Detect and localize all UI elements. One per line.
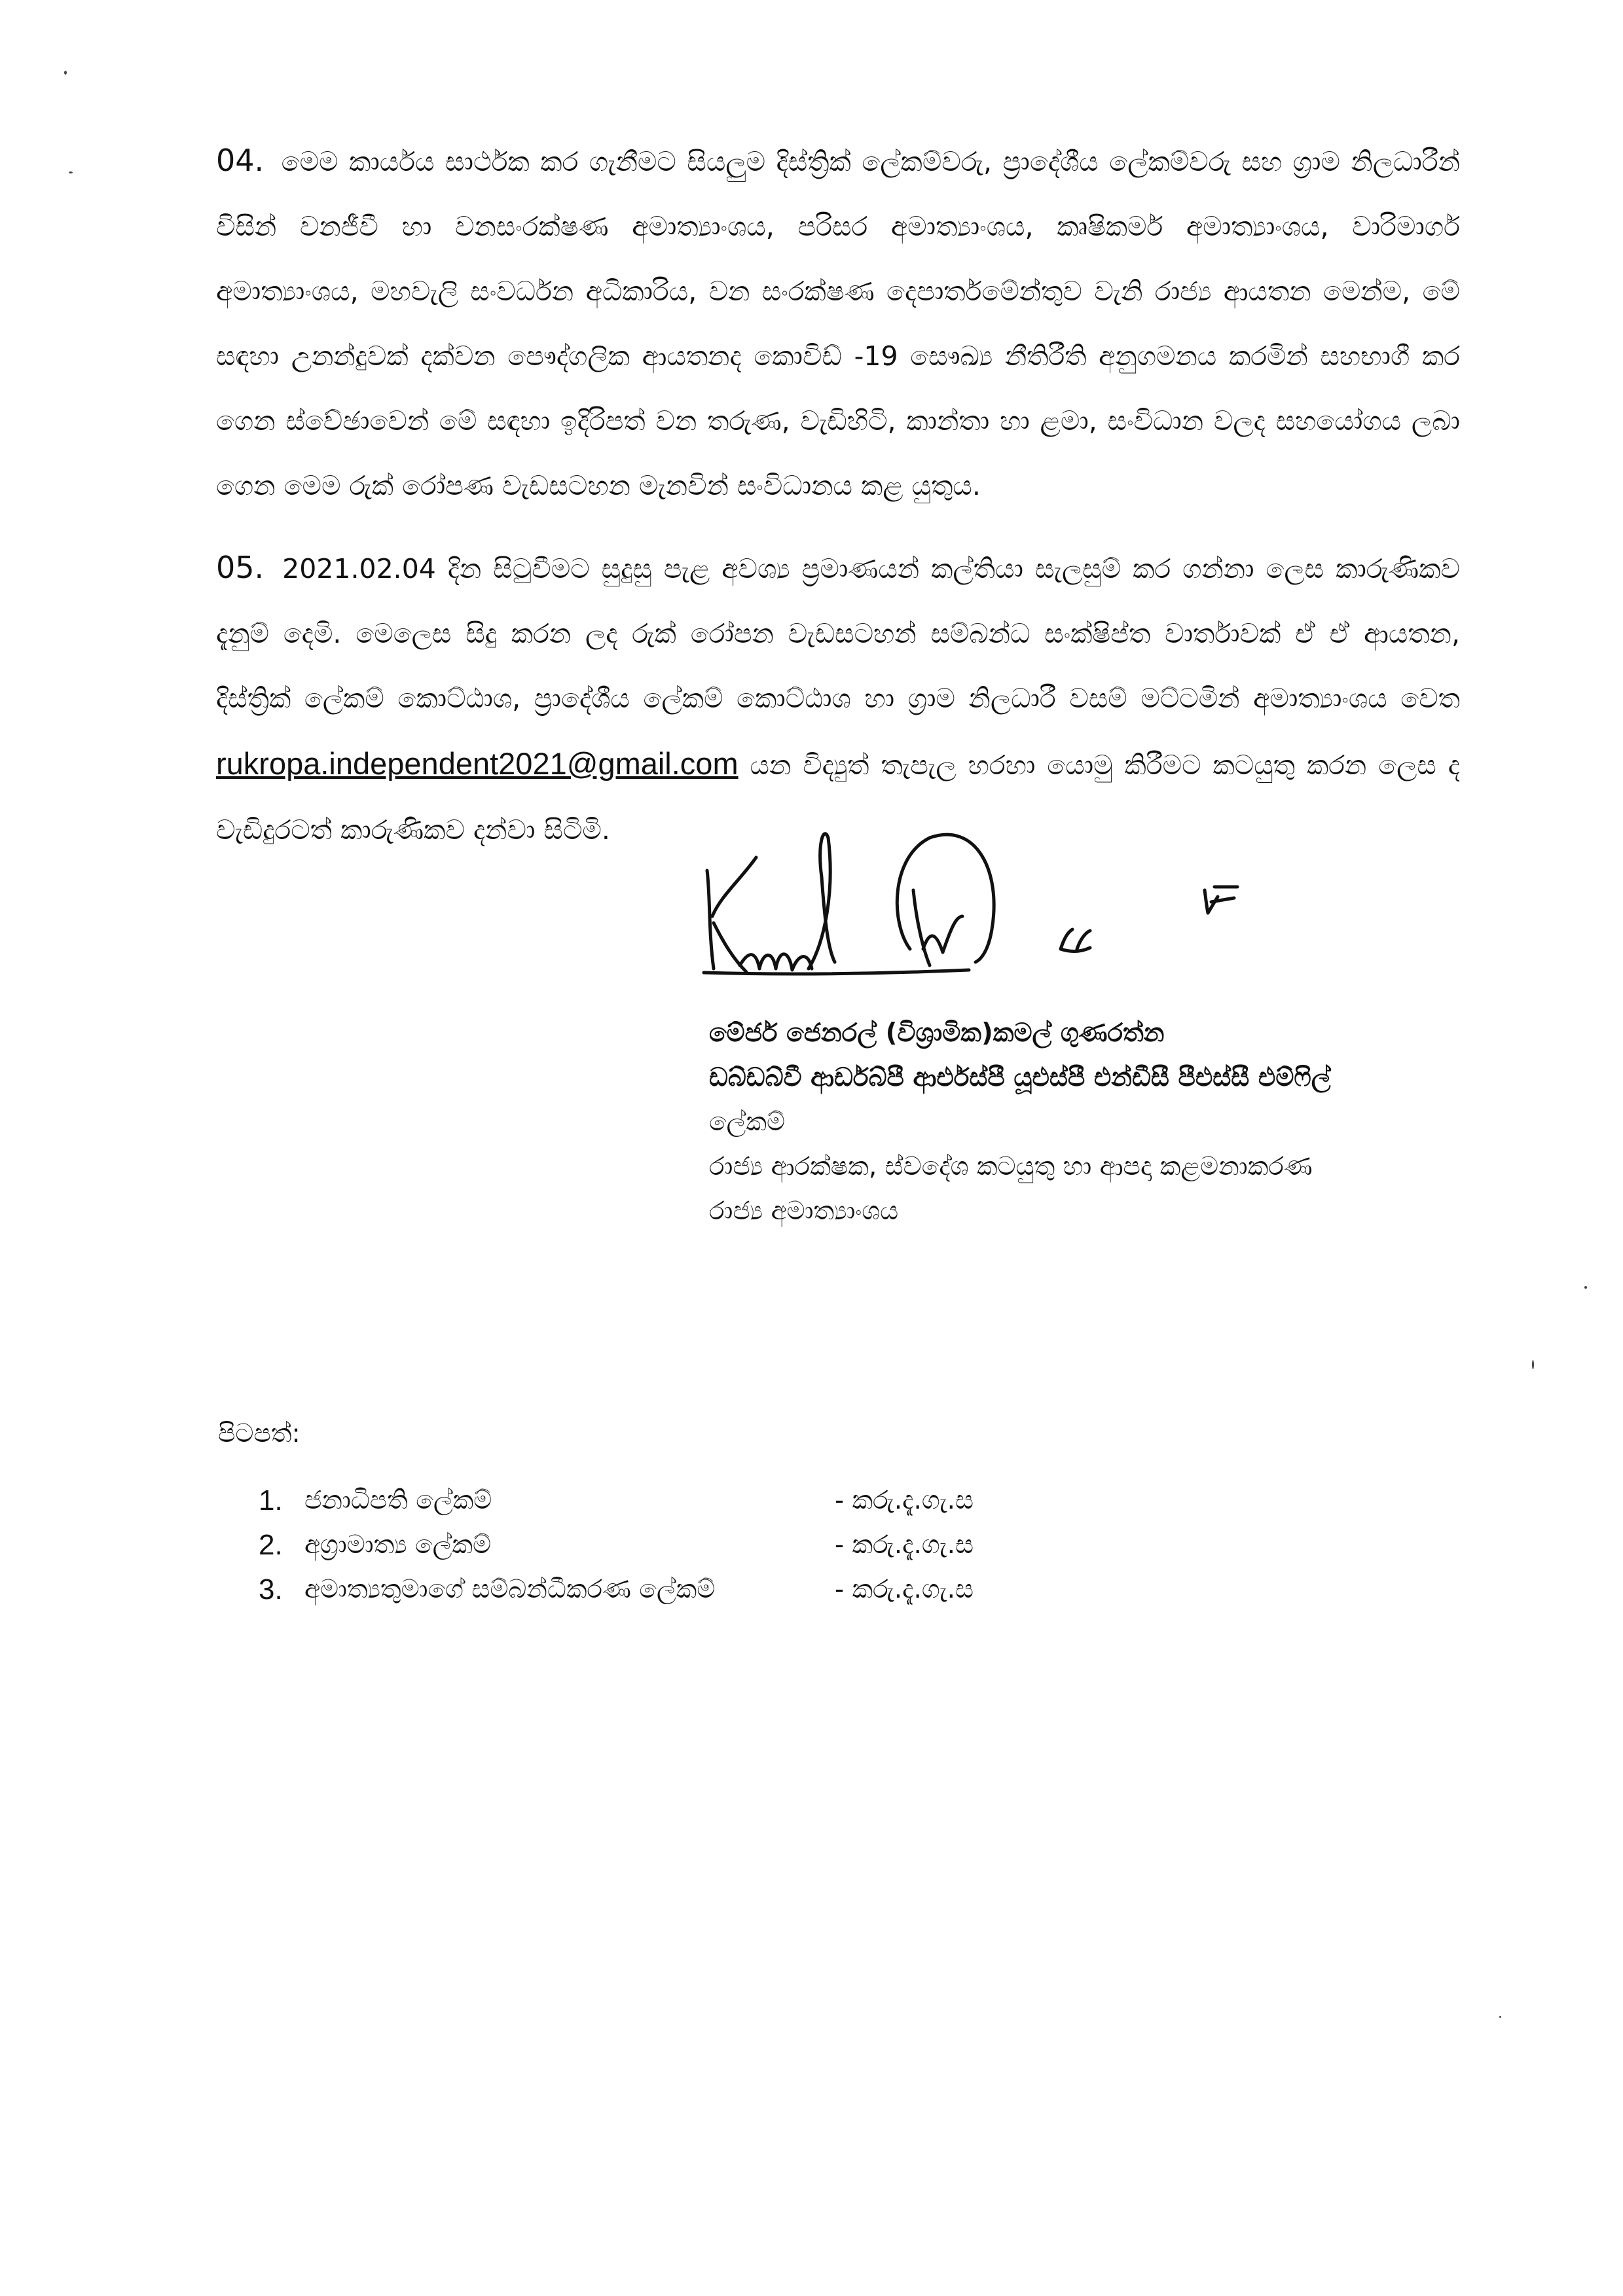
list-item-title: අග්‍රාමාත්‍ය ලේකම් xyxy=(304,1530,492,1560)
signatory-decorations: ඩබ්ඩබ්වී ආර්ඩබ්පී ආර්එස්පී යූඑස්පී එන්ඩීසී පීඑස්සී එම්ෆිල් xyxy=(709,1063,1331,1092)
list-item xyxy=(259,1573,1110,1618)
signatory-title: ලේකම් xyxy=(709,1107,786,1137)
list-item xyxy=(259,1529,1110,1573)
signatory-block xyxy=(709,1011,1560,1234)
list-item xyxy=(259,1484,1110,1529)
scan-speck xyxy=(64,71,67,75)
scan-speck xyxy=(1584,1286,1587,1289)
paragraph-text-part-2: යන විද්‍යුත් තැපැල හරහා යොමු කිරීමට කටයුතු කරන ලෙස ද වැඩිදුරටත් කාරුණිකව දන්වා සිටිමි. xyxy=(216,749,1460,846)
scan-speck xyxy=(69,171,73,173)
copies-heading: පිටපත්: xyxy=(218,1419,301,1448)
paragraph-05 xyxy=(216,535,1460,863)
paragraph-number: 05. xyxy=(216,550,264,585)
list-item-number: 1. xyxy=(259,1484,283,1516)
list-item-action: - කරු.දැ.ගැ.ස xyxy=(835,1530,974,1560)
paragraph-number: 04. xyxy=(216,143,264,178)
list-item-title: අමාත්‍යතුමාගේ සම්බන්ධීකරණ ලේකම් xyxy=(304,1575,716,1604)
list-item-number: 2. xyxy=(259,1529,283,1561)
list-item-action: - කරු.දැ.ගැ.ස xyxy=(835,1575,974,1604)
paragraph-text: මෙම කාර්යය සාර්ථක කර ගැනීමට සියලුම දිස්ත්‍රික් ලේකම්වරු, ප්‍රාදේශීය ලේකම්වරු සහ ග්‍රාම නිලධාරීන් විසින් වනජීවී හා වනසංරක්ෂණ අමාත්‍යාංශය, පරිසර අමාත්‍යාංශය, කෘෂිකර්ම අමාත්‍යාංශය, වාරිමාර්ග අමාත්‍යාංශය, මහවැලි සංවර්ධන අධිකාරිය, වන සංරක්ෂණ දෙපාර්තමේන්තුව වැනි රාජ්‍ය ආයතන මෙන්ම, මේ සඳහා උනන්දුවක් දක්වන පෞද්ගලික ආයතනද කොවිඩ් -19 සෞඛ්‍ය නීතිරීති අනුගමනය කරමින් සහභාගී කර ගෙන ස්වේඡාවෙන් මේ සඳහා ඉදිරිපත් වන තරුණ, වැඩිහිටි, කාන්තා හා ළමා, සංවිධාන වලද සහයෝගය ලබා ගෙන මෙම රුක් රෝපණ වැඩසටහන මැනවින් සංවිධානය කළ යුතුය. xyxy=(216,146,1460,501)
list-item-action: - කරු.දැ.ගැ.ස xyxy=(835,1486,974,1515)
list-item-title: ජනාධිපති ලේකම් xyxy=(304,1486,492,1515)
paragraph-text-part-1: 2021.02.04 දින සිටුවීමට සුදුසු පැළ අවශ්‍ය ප්‍රමාණයන් කල්තියා සැලසුම් කර ගන්නා ලෙස කාරුණිකව දැනුම් දෙමි. මෙලෙස සිදු කරන ලද රුක් රෝපන වැඩසටහන් සම්බන්ධ සංක්ෂිප්ත වාර්තාවක් ඒ ඒ ආයතන, දිස්ත්‍රික් ලේකම් කොට්ඨාශ, ප්‍රාදේශීය ලේකම් කොට්ඨාශ හා ග්‍රාම නිලධාරී වසම් මට්ටමින් අමාත්‍යාංශය වෙත xyxy=(216,553,1460,714)
copies-list xyxy=(259,1484,1110,1618)
paragraph-04 xyxy=(216,128,1460,518)
handwritten-signature xyxy=(694,818,1257,988)
ministry-line-1: රාජ්‍ය ආරක්ෂක, ස්වදේශ කටයුතු හා ආපදා කළමනාකරණ xyxy=(709,1152,1313,1181)
ministry-line-2: රාජ්‍ය අමාත්‍යාංශය xyxy=(709,1196,899,1226)
list-item-number: 3. xyxy=(259,1573,283,1605)
email-link[interactable]: rukropa.independent2021@gmail.com xyxy=(216,746,739,781)
scan-speck xyxy=(1532,1360,1534,1369)
scan-speck xyxy=(1499,2016,1501,2018)
signatory-name: මේජර් ජෙනරල් (විශ්‍රාමික)කමල් ගුණරත්න xyxy=(709,1018,1165,1048)
